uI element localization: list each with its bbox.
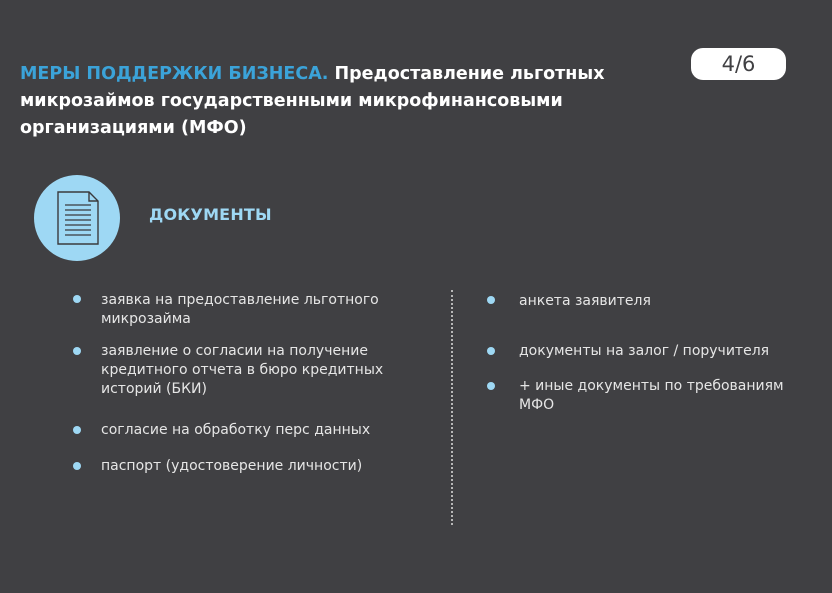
list-item: документы на залог / поручителя [519,343,770,359]
list-item: + иные документы по требованиям МФО [519,378,784,413]
bullet-icon [73,295,81,303]
title-main: Предоставление льготных микрозаймов государственными микрофинансовыми организациями (МФО) [20,64,605,138]
bullet-icon [73,347,81,355]
list-item: анкета заявителя [519,293,651,309]
bullet-icon [73,426,81,434]
page-indicator: 4/6 [691,48,786,80]
section-heading: ДОКУМЕНТЫ [149,205,272,224]
column-divider [451,290,453,525]
slide-title [20,61,670,142]
document-icon [34,175,120,261]
title-accent: МЕРЫ ПОДДЕРЖКИ БИЗНЕСА. [20,64,329,84]
bullet-icon [487,347,495,355]
list-item: паспорт (удостоверение личности) [101,458,363,474]
list-item: заявка на предоставление льготного микрозайма [101,292,379,327]
list-item: согласие на обработку перс данных [101,422,371,438]
document-icon-circle [34,175,120,261]
bullet-icon [487,382,495,390]
bullet-icon [73,462,81,470]
bullet-icon [487,296,495,304]
list-item: заявление о согласии на получение кредитного отчета в бюро кредитных историй (БКИ) [101,343,384,397]
